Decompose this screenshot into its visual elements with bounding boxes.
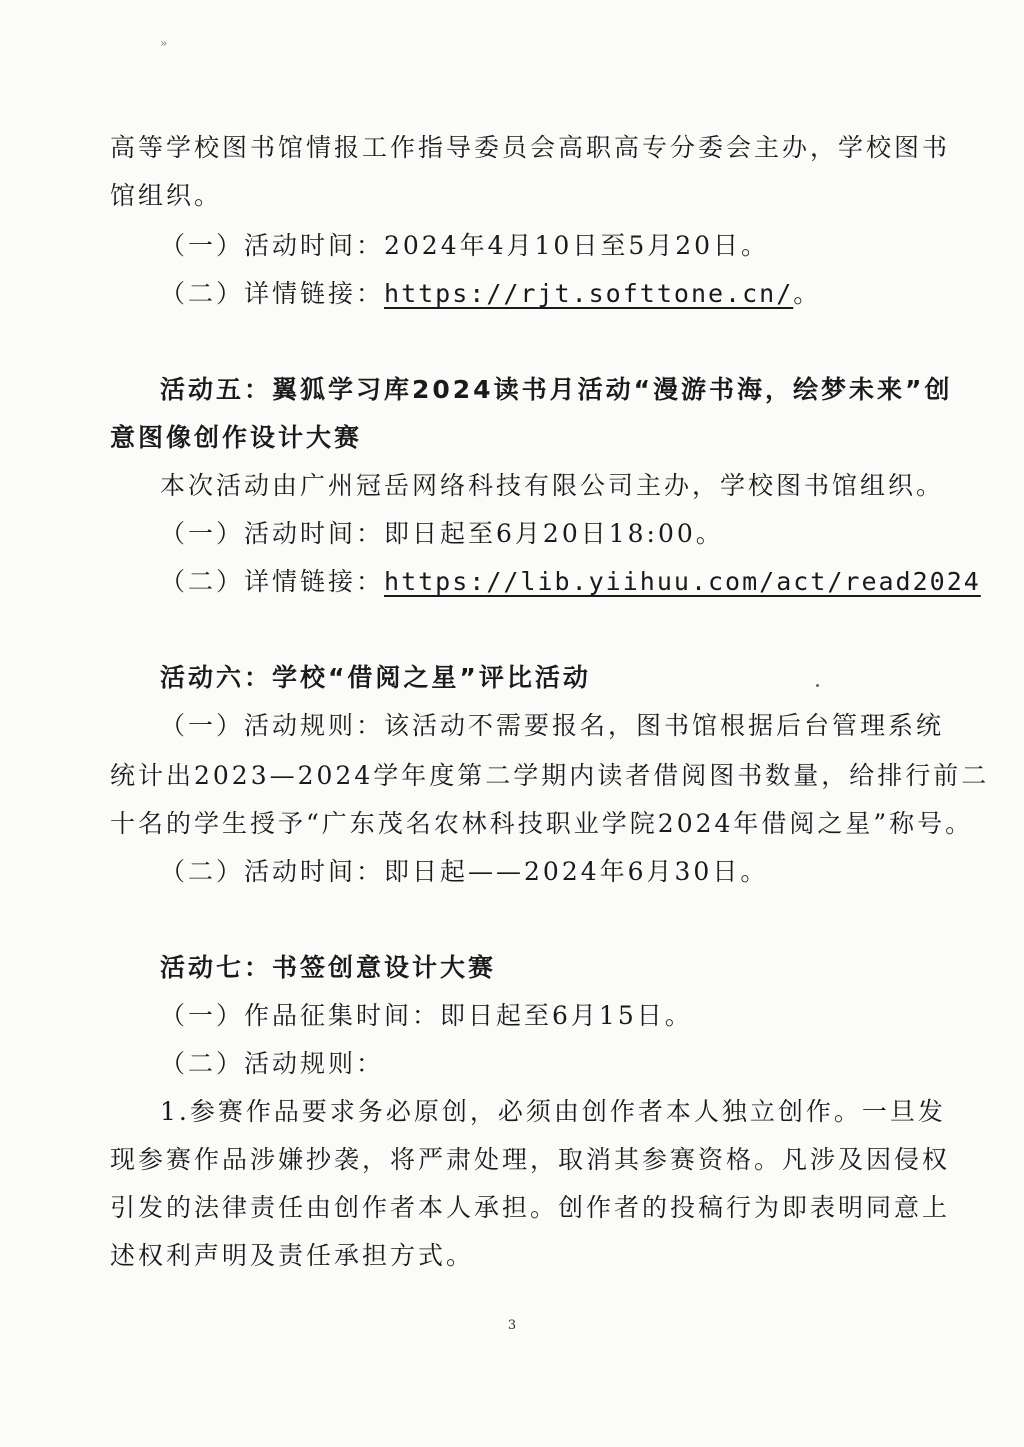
activity5-organizer: 本次活动由广州冠岳网络科技有限公司主办，学校图书馆组织。 xyxy=(160,471,945,500)
activity6-rule-line-3: 十名的学生授予“广东茂名农林科技职业学院2024年借阅之星”称号。 xyxy=(110,809,974,838)
activity5-link[interactable]: https://lib.yiihuu.com/act/read2024 xyxy=(384,567,981,596)
activity7-rule1-line-1: 1.参赛作品要求务必原创，必须由创作者本人独立创作。一旦发 xyxy=(160,1097,946,1126)
scan-dot xyxy=(816,684,819,687)
activity5-link-line xyxy=(160,562,981,602)
activity7-collect-time: （一）作品征集时间：即日起至6月15日。 xyxy=(160,1001,693,1030)
activity5-title-line-1: 活动五：翼狐学习库2024读书月活动“漫游书海，绘梦未来”创 xyxy=(160,375,953,404)
activity6-rule-line-1: （一）活动规则：该活动不需要报名，图书馆根据后台管理系统 xyxy=(160,711,945,740)
intro-line-2: 馆组织。 xyxy=(110,181,223,210)
activity5-title-line-2: 意图像创作设计大赛 xyxy=(110,423,363,452)
activity6-rule-line-2: 统计出2023—2024学年度第二学期内读者借阅图书数量，给排行前二 xyxy=(110,761,990,790)
activity5-link-label: （二）详情链接： xyxy=(160,567,385,596)
activity7-title: 活动七：书签创意设计大赛 xyxy=(160,953,497,982)
intro-link[interactable]: https://rjt.softtone.cn/ xyxy=(384,279,794,308)
intro-link-end: 。 xyxy=(793,279,822,308)
activity7-rule1-line-2: 现参赛作品涉嫌抄袭，将严肃处理，取消其参赛资格。凡涉及因侵权 xyxy=(110,1145,951,1174)
activity7-rule1-line-4: 述权利声明及责任承担方式。 xyxy=(110,1241,475,1270)
intro-time: （一）活动时间：2024年4月10日至5月20日。 xyxy=(160,231,770,260)
activity5-time: （一）活动时间：即日起至6月20日18:00。 xyxy=(160,519,724,548)
intro-line-1: 高等学校图书馆情报工作指导委员会高职高专分委会主办，学校图书 xyxy=(110,133,951,162)
intro-link-line xyxy=(160,274,821,314)
page-number: 3 xyxy=(507,1318,517,1333)
scan-mark: » xyxy=(160,36,168,50)
activity7-rules-label: （二）活动规则： xyxy=(160,1049,385,1078)
intro-link-label: （二）详情链接： xyxy=(160,279,385,308)
activity6-time: （二）活动时间：即日起——2024年6月30日。 xyxy=(160,857,769,886)
activity7-rule1-line-3: 引发的法律责任由创作者本人承担。创作者的投稿行为即表明同意上 xyxy=(110,1193,951,1222)
activity6-title: 活动六：学校“借阅之星”评比活动 xyxy=(160,663,591,692)
